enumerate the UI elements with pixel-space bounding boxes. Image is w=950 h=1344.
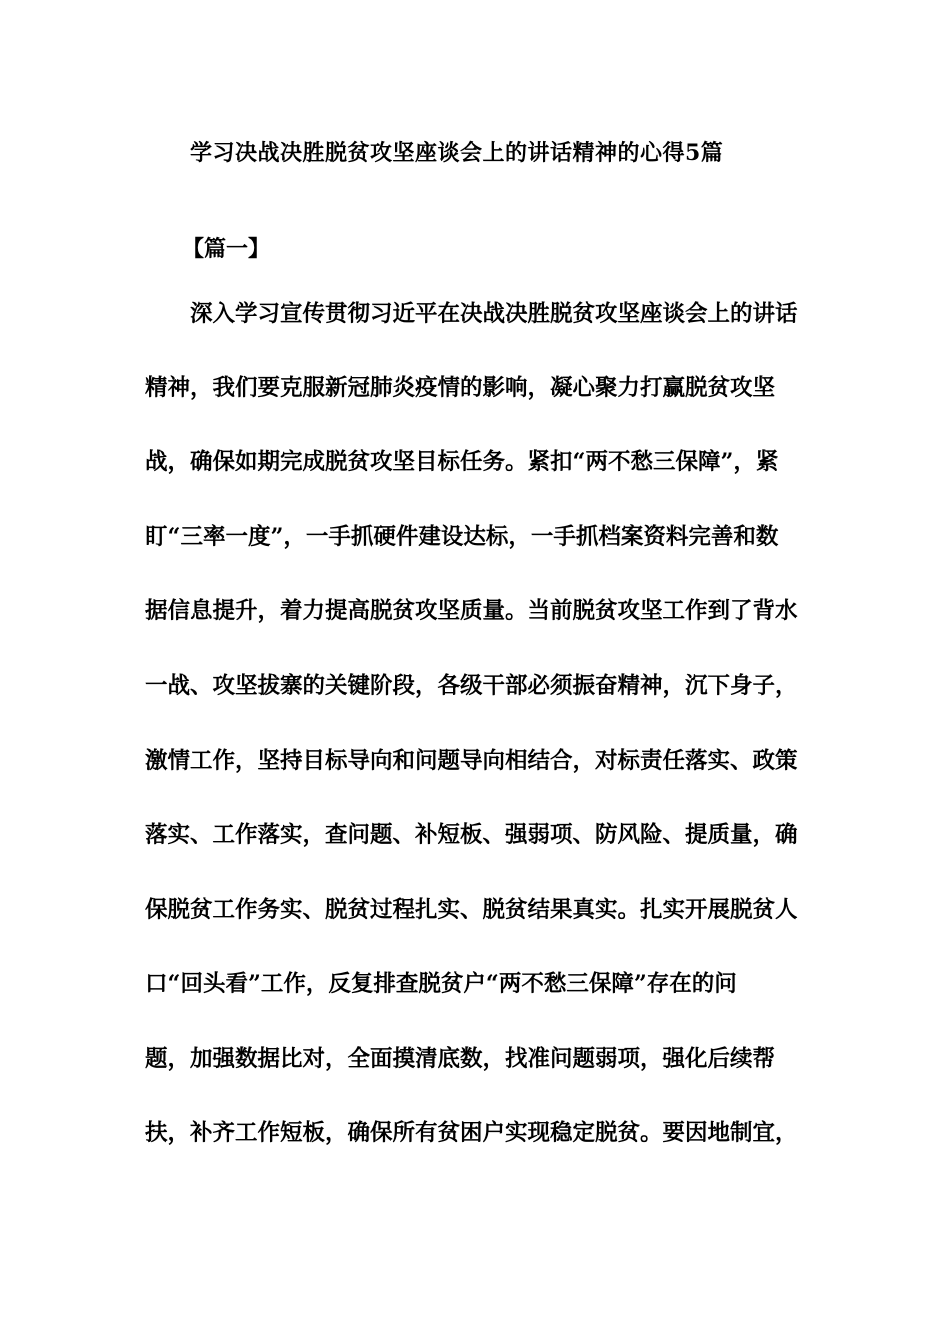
paragraph-line-2: 精神，我们要克服新冠肺炎疫情的影响，凝心聚力打赢脱贫攻坚 xyxy=(145,375,776,401)
section-heading: 【篇一】 xyxy=(182,236,271,262)
paragraph-line-9: 保脱贫工作务实、脱贫过程扎实、脱贫结果真实。扎实开展脱贫人 xyxy=(145,897,798,923)
paragraph-line-3: 战，确保如期完成脱贫攻坚目标任务。紧扣“两不愁三保障”，紧 xyxy=(145,449,779,475)
paragraph-line-6: 一战、攻坚拔寨的关键阶段，各级干部必须振奋精神，沉下身子， xyxy=(145,673,798,699)
paragraph-line-1: 深入学习宣传贯彻习近平在决战决胜脱贫攻坚座谈会上的讲话 xyxy=(190,301,798,327)
paragraph-line-12: 扶，补齐工作短板，确保所有贫困户实现稳定脱贫。要因地制宜， xyxy=(145,1120,798,1146)
paragraph-line-5: 据信息提升，着力提高脱贫攻坚质量。当前脱贫攻坚工作到了背水 xyxy=(145,598,798,624)
paragraph-line-4: 盯“三率一度”，一手抓硬件建设达标，一手抓档案资料完善和数 xyxy=(145,524,779,550)
paragraph-line-10: 口“回头看”工作，反复排查脱贫户“两不愁三保障”存在的问 xyxy=(145,971,737,997)
paragraph-line-7: 激情工作，坚持目标导向和问题导向相结合，对标责任落实、政策 xyxy=(145,748,798,774)
paragraph-line-8: 落实、工作落实，查问题、补短板、强弱项、防风险、提质量，确 xyxy=(145,822,798,848)
document-title: 学习决战决胜脱贫攻坚座谈会上的讲话精神的心得5篇 xyxy=(190,140,724,166)
paragraph-line-11: 题，加强数据比对，全面摸清底数，找准问题弱项，强化后续帮 xyxy=(145,1046,776,1072)
